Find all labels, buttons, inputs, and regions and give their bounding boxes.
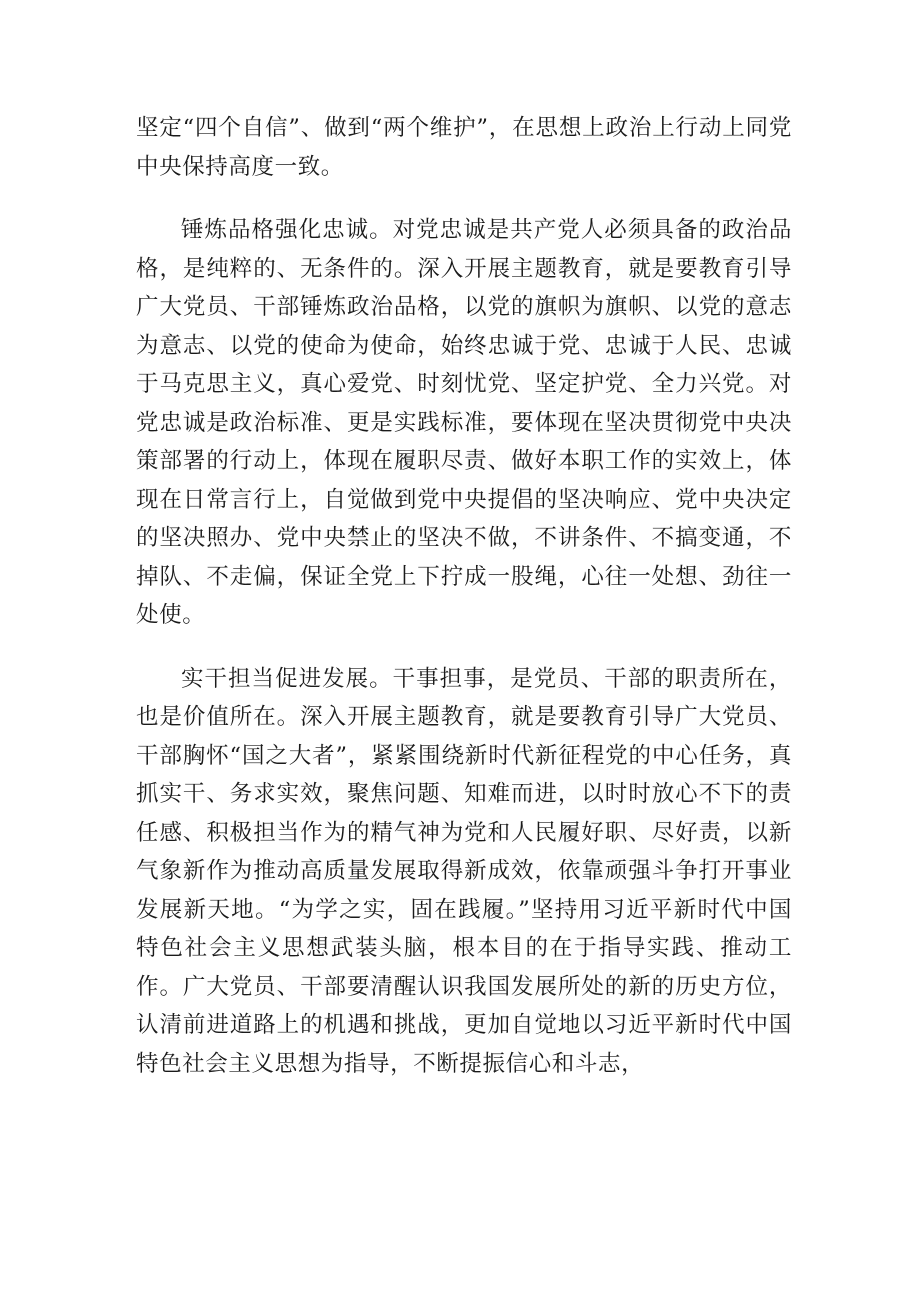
document-body (136, 109, 792, 1083)
paragraph-loyalty: 锤炼品格强化忠诚。对党忠诚是共产党人必须具备的政治品格，是纯粹的、无条件的。深入开展主题教育，就是要教育引导广大党员、干部锤炼政治品格，以党的旗帜为旗帜、以党的意志为意志、以党的使命为使命，始终忠诚于党、忠诚于人民、忠诚于马克思主义，真心爱党、时刻忧党、坚定护党、全力兴党。对党忠诚是政治标准、更是实践标准，要体现在坚决贯彻党中央决策部署的行动上，体现在履职尽责、做好本职工作的实效上，体现在日常言行上，自觉做到党中央提倡的坚决响应、党中央决定的坚决照办、党中央禁止的坚决不做，不讲条件、不搞变通，不掉队、不走偏，保证全党上下拧成一股绳，心往一处想、劲往一处使。 (136, 217, 792, 628)
paragraph-continuation: 坚定“四个自信”、做到“两个维护”，在思想上政治上行动上同党中央保持高度一致。 (136, 115, 792, 180)
paragraph-development: 实干担当促进发展。干事担事，是党员、干部的职责所在，也是价值所在。深入开展主题教育，就是要教育引导广大党员、干部胸怀“国之大者”，紧紧围绕新时代新征程党的中心任务，真抓实干、务求实效，聚焦问题、知难而进，以时时放心不下的责任感、积极担当作为的精气神为党和人民履好职、尽好责，以新气象新作为推动高质量发展取得新成效，依靠顽强斗争打开事业发展新天地。“为学之实，固在践履。”坚持用习近平新时代中国特色社会主义思想武装头脑，根本目的在于指导实践、推动工作。广大党员、干部要清醒认识我国发展所处的新的历史方位，认清前进道路上的机遇和挑战，更加自觉地以习近平新时代中国特色社会主义思想为指导，不断提振信心和斗志， (136, 665, 792, 1077)
